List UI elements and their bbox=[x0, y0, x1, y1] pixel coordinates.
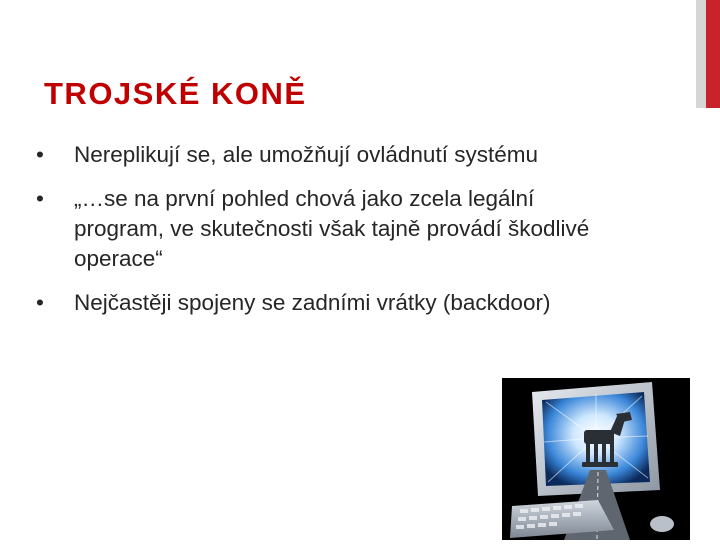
accent-bar-red bbox=[706, 0, 720, 108]
bullet-list bbox=[36, 140, 596, 332]
slide-title: TROJSKÉ KONĚ bbox=[44, 76, 307, 111]
trojan-horse-computer-icon bbox=[502, 378, 690, 540]
bullet-text: Nereplikují se, ale umožňují ovládnutí systému bbox=[74, 142, 538, 167]
trojan-horse-computer-image bbox=[502, 378, 690, 540]
bullet-item bbox=[36, 288, 596, 318]
bullet-item bbox=[36, 184, 596, 274]
accent-bar-gray bbox=[696, 0, 706, 108]
bullet-text: „…se na první pohled chová jako zcela legální program, ve skutečnosti však tajně provádí škodlivé operace“ bbox=[74, 186, 590, 271]
bullet-text: Nejčastěji spojeny se zadními vrátky (backdoor) bbox=[74, 290, 551, 315]
bullet-marker: • bbox=[36, 186, 44, 211]
bullet-item bbox=[36, 140, 596, 170]
bullet-marker: • bbox=[36, 290, 44, 315]
bullet-marker: • bbox=[36, 142, 44, 167]
